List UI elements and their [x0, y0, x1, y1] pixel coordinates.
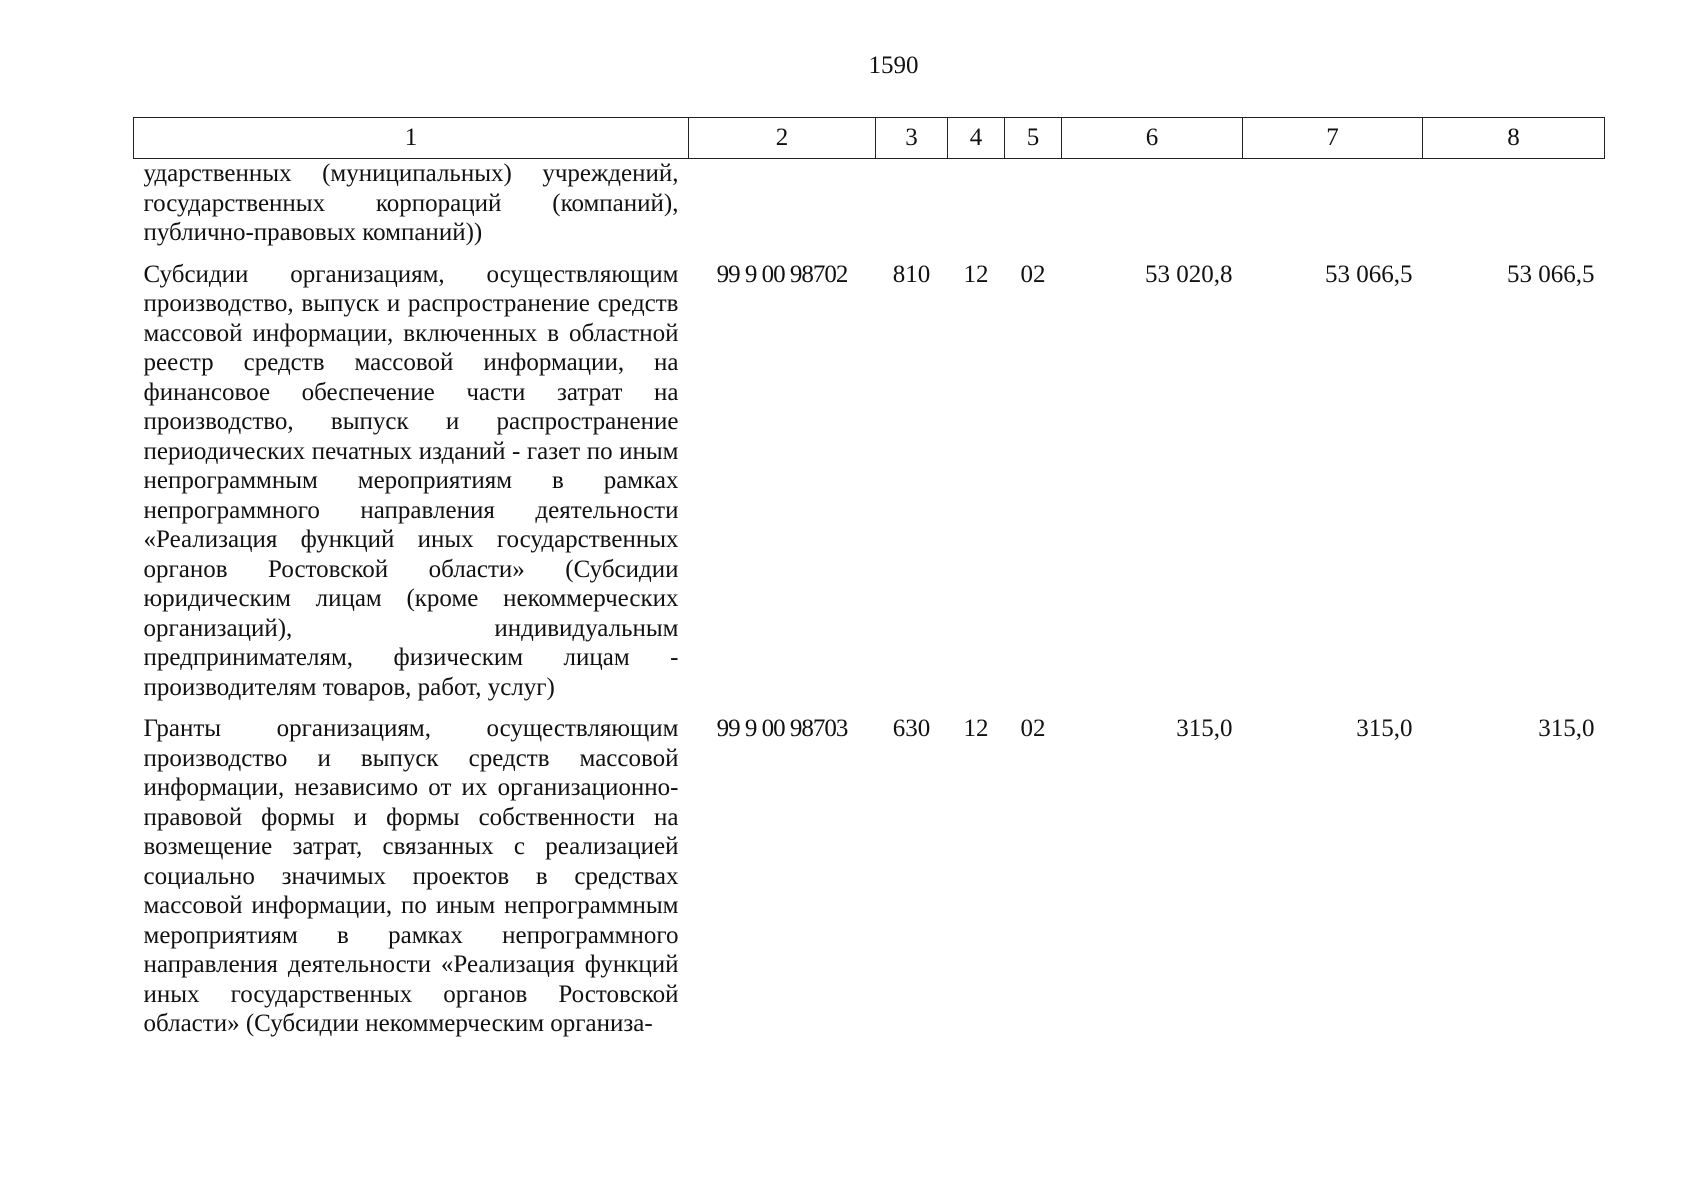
row-value-1 — [1062, 159, 1243, 260]
header-col-2: 2 — [689, 118, 876, 159]
row-rz: 12 — [963, 715, 989, 742]
row-value-2: 315,0 — [1356, 715, 1413, 742]
row-code — [689, 159, 876, 260]
header-col-3: 3 — [876, 118, 948, 159]
row-pr: 02 — [1020, 260, 1046, 288]
row-description: ударственных (муниципальных) учреждений, государственных корпораций (компаний), публично-правовых компаний)) — [143, 160, 679, 246]
table-row — [134, 714, 1605, 1039]
table-header — [134, 118, 1605, 159]
row-code: 99 9 00 98703 — [716, 715, 848, 742]
table-row — [134, 260, 1605, 715]
row-rz: 12 — [963, 260, 989, 288]
row-value-3: 315,0 — [1538, 715, 1595, 742]
row-value-3: 53 066,5 — [1507, 260, 1595, 288]
row-rz — [948, 159, 1005, 260]
row-code: 99 9 00 98702 — [716, 260, 848, 288]
header-col-4: 4 — [948, 118, 1005, 159]
row-value-2: 53 066,5 — [1325, 260, 1413, 288]
budget-table — [133, 117, 1605, 1039]
row-value-1: 53 020,8 — [1145, 260, 1233, 288]
row-pr — [1005, 159, 1062, 260]
table-row — [134, 159, 1605, 260]
header-col-6: 6 — [1062, 118, 1243, 159]
row-value-3 — [1423, 159, 1605, 260]
header-row — [134, 118, 1605, 159]
row-vr: 630 — [892, 715, 931, 742]
row-pr: 02 — [1020, 715, 1046, 742]
header-col-5: 5 — [1005, 118, 1062, 159]
row-description: Гранты организациям, осуществляющим производство и выпуск средств массовой информации, независимо от их организационно-правовой формы и формы собственности на возмещение затрат, связанных с реализацией социально значимых проектов в средствах массовой информации, по иным непрограммным мероприятиям в рамках непрограммного направления деятельности «Реализация функций иных государственных органов Ростовской области» (Субсидии некоммерческим организа- — [143, 715, 679, 1037]
row-vr — [876, 159, 948, 260]
row-description: Субсидии организациям, осуществляющим производство, выпуск и распространение средств массовой информации, включенных в областной реестр средств массовой информации, на финансовое обеспечение части затрат на производство, выпуск и распространение периодических печатных изданий - газет по иным непрограммным мероприятиям в рамках непрограммного направления деятельности «Реализация функций иных государственных органов Ростовской области» (Субсидии юридическим лицам (кроме некоммерческих организаций), индивидуальным предпринимателям, физическим лицам - производителям товаров, работ, услуг) — [143, 260, 679, 701]
table-body — [134, 159, 1605, 1039]
page-number: 1590 — [868, 52, 919, 79]
header-col-7: 7 — [1243, 118, 1423, 159]
header-col-8: 8 — [1423, 118, 1605, 159]
header-col-1: 1 — [134, 118, 689, 159]
row-value-1: 315,0 — [1176, 715, 1233, 742]
row-vr: 810 — [892, 260, 931, 288]
row-value-2 — [1243, 159, 1423, 260]
